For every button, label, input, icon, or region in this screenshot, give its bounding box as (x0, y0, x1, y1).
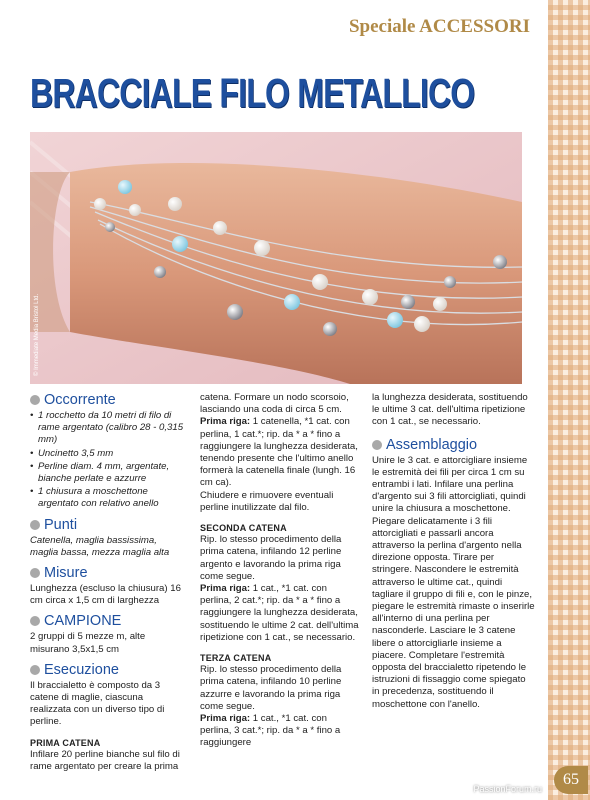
photo-credit: © Immediate Media Bristol Ltd. (34, 293, 40, 376)
heading-assemblaggio: Assemblaggio (372, 437, 535, 453)
row-label: Prima riga: (200, 713, 251, 725)
bracelet-photo (30, 132, 522, 384)
heading-occorrente: Occorrente (30, 392, 185, 408)
subheading-prima-catena: PRIMA CATENA (30, 737, 101, 748)
paragraph: Rip. lo stesso procedimento della prima catena, infilando 10 perline azzurre e lavorando la prima riga come segue. (200, 664, 342, 712)
materials-list (30, 410, 185, 511)
subheading-seconda-catena: SECONDA CATENA (200, 523, 287, 534)
heading-campione: CAMPIONE (30, 613, 185, 629)
paragraph-text: 1 cat., *1 cat. con perlina, 3 cat.*; rip. da * a * fino a raggiungere (200, 713, 341, 749)
assemblaggio-text: Unire le 3 cat. e attorcigliare insieme le estremità dei fili per circa 1 cm su entrambi i lati. Infilare una perlina d'argento sui 3 fili attorcigliati, quindi unire la chiusura a moschettone. Piegare delicatamente i 3 fili attorcigliati e passarli ancora attraverso la perlina d'argento nella direzione opposta. Tirare per stringere. Nascondere le estremità attraverso le ultime cat., quindi tagliare il gruppo di fili e, con le pinze, piegare le estremità rimaste o inserirle all'interno di una perlina per nasconderle. Lasciare le 3 catene libere o attorcigliarle insieme a piacere. Completare l'estremità opposta del braccialetto ripetendo le istruzioni di fissaggio come spiegato in precedenza, sostituendo il moschettone con l'anello. (372, 454, 535, 710)
prima-catena-text: Infilare 20 perline bianche sul filo di rame argentato per creare la prima (30, 748, 180, 773)
list-item: • Perline diam. 4 mm, argentate, bianche perlate e azzurre (30, 461, 185, 485)
list-item: • Uncinetto 3,5 mm (30, 448, 185, 460)
campione-text: 2 gruppi di 5 mezze m, alte misurano 3,5x1,5 cm (30, 631, 146, 655)
heading-misure: Misure (30, 565, 185, 581)
row-label: Prima riga: (200, 583, 251, 595)
esecuzione-text: Il braccialetto è composto da 3 catene di maglie, ciascuna realizzata con un diverso tipo di perline. (30, 679, 165, 728)
column-1 (30, 392, 185, 773)
column-2 (200, 392, 360, 750)
paragraph-text: 1 catenella, *1 cat. con perlina, 1 cat.*; rip. da * a * fino a raggiungere la lunghezza desiderata, tenendo presente che l'ultimo anello formerà la catenella finale (lungh. 16 cm ca). (200, 416, 358, 489)
list-item: • 1 rocchetto da 10 metri di filo di rame argentato (calibro 28 - 0,315 mm) (30, 410, 185, 447)
heading-esecuzione: Esecuzione (30, 662, 185, 678)
watermark: PassionForum.ru (473, 784, 542, 794)
paragraph-text: 1 cat., *1 cat. con perlina, 2 cat.*; rip. da * a * fino a raggiungere la lunghezza desiderata, sostituendo le ultime 2 cat. dell'ultima ripetizione con 1 cat., se necessario. (200, 583, 359, 643)
page-number: 65 (554, 766, 588, 794)
column-3 (372, 392, 535, 711)
misure-text: Lunghezza (escluso la chiusura) 16 cm circa x 1,5 cm di larghezza (30, 583, 181, 607)
punti-text: Catenella, maglia bassissima, maglia bassa, mezza maglia alta (30, 534, 170, 558)
heading-bullet-icon (30, 520, 40, 530)
heading-bullet-icon (30, 665, 40, 675)
subheading-terza-catena: TERZA CATENA (200, 653, 272, 664)
section-title: Speciale ACCESSORI (348, 16, 530, 37)
paragraph: Rip. lo stesso procedimento della prima catena, infilando 12 perline argento e lavorando la prima riga come segue. (200, 534, 342, 582)
heading-bullet-icon (30, 616, 40, 626)
heading-bullet-icon (372, 440, 382, 450)
list-item: • 1 chiusura a moschettone argentato con relativo anello (30, 486, 185, 510)
gingham-border (548, 0, 590, 800)
paragraph (200, 416, 360, 489)
paragraph: la lunghezza desiderata, sostituendo le ultime 3 cat. dell'ultima ripetizione con 1 cat., se necessario. (372, 392, 528, 428)
paragraph: Chiudere e rimuovere eventuali perline inutilizzate dal filo. (200, 489, 334, 513)
page-title: BRACCIALE FILO METALLICO (30, 70, 475, 116)
bracelet-illustration (30, 132, 522, 384)
heading-bullet-icon (30, 568, 40, 578)
heading-bullet-icon (30, 395, 40, 405)
row-label: Prima riga: (200, 416, 251, 428)
paragraph (200, 583, 360, 644)
heading-punti: Punti (30, 517, 185, 533)
paragraph (200, 713, 360, 750)
paragraph: catena. Formare un nodo scorsoio, lasciando una coda di circa 5 cm. (200, 392, 349, 416)
